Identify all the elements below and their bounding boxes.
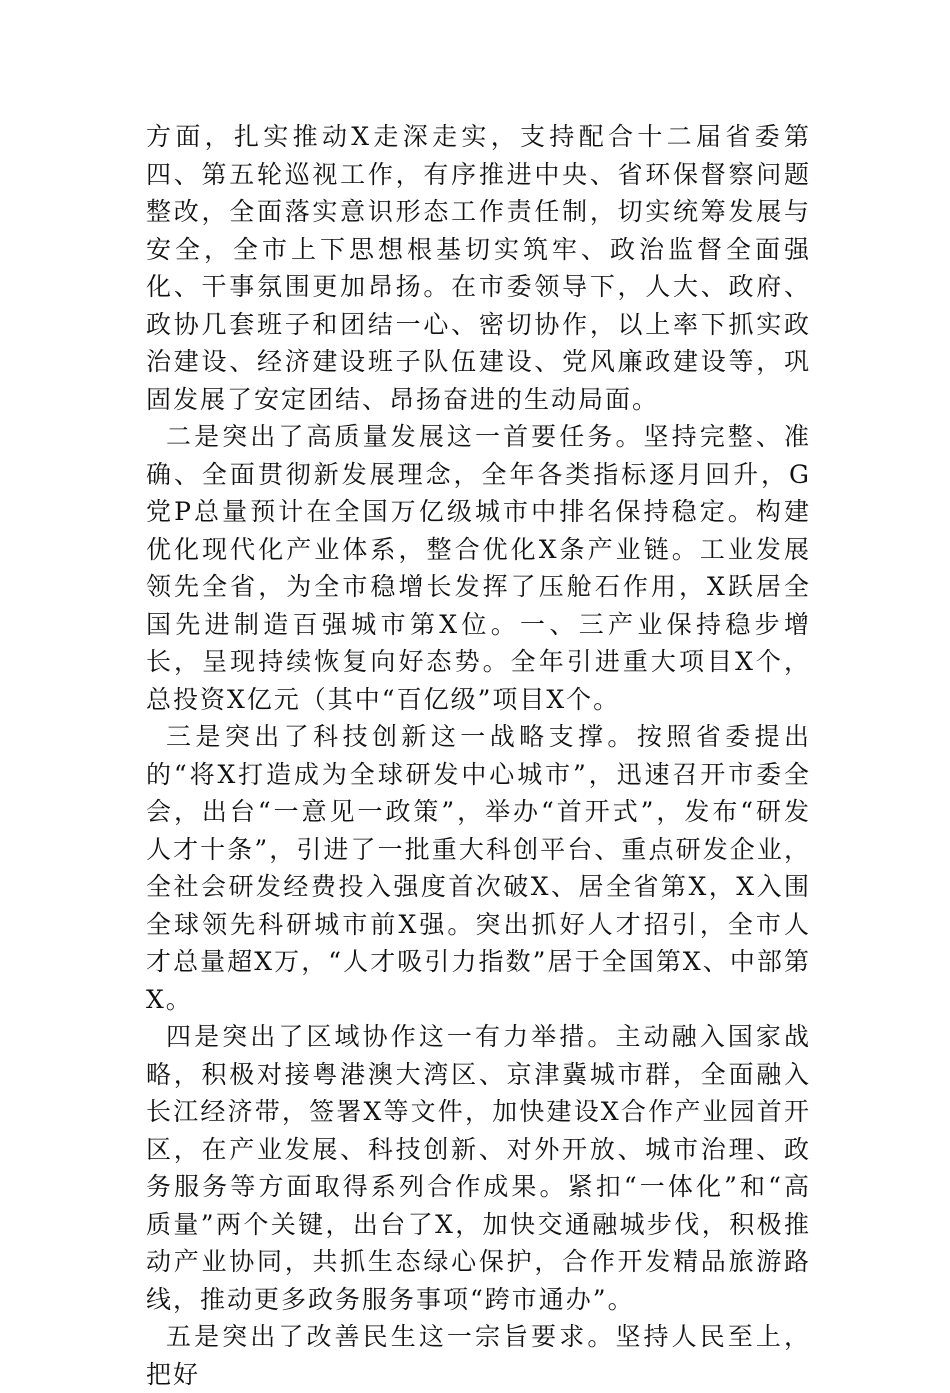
paragraph-regional-cooperation: 四是突出了区域协作这一有力举措。主动融入国家战略，积极对接粤港澳大湾区、京津冀城市群，全面融入长江经济带，签署X等文件，加快建设X合作产业园首开区，在产业发展、科技创新、对外开放、城市治理、政务服务等方面取得系列合作成果。紧扣“一体化”和“高质量”两个关键，出台了X，加快交通融城步伐，积极推动产业协同，共抓生态绿心保护，合作开发精品旅游路线，推动更多政务服务事项“跨市通办”。 <box>146 1022 811 1314</box>
paragraph-high-quality-development: 二是突出了高质量发展这一首要任务。坚持完整、准确、全面贯彻新发展理念，全年各类指标逐月回升，G党P总量预计在全国万亿级城市中排名保持稳定。构建优化现代化产业体系，整合优化X条产业链。工业发展领先全省，为全市稳增长发挥了压舱石作用，X跃居全国先进制造百强城市第X位。一、三产业保持稳步增长，呈现持续恢复向好态势。全年引进重大项目X个，总投资X亿元（其中“百亿级”项目X个。 <box>146 422 811 714</box>
paragraph-party-building: 方面，扎实推动X走深走实，支持配合十二届省委第四、第五轮巡视工作，有序推进中央、省环保督察问题整改，全面落实意识形态工作责任制，切实统筹发展与安全，全市上下思想根基切实筑牢、政治监督全面强化、干事氛围更加昂扬。在市委领导下，人大、政府、政协几套班子和团结一心、密切协作，以上率下抓实政治建设、经济建设班子队伍建设、党风廉政建设等，巩固发展了安定团结、昂扬奋进的生动局面。 <box>146 122 811 414</box>
document-body <box>146 118 811 1393</box>
paragraph-peoples-livelihood: 五是突出了改善民生这一宗旨要求。坚持人民至上，把好 <box>146 1322 811 1389</box>
paragraph-technology-innovation: 三是突出了科技创新这一战略支撑。按照省委提出的“将X打造成为全球研发中心城市”，迅速召开市委全会，出台“一意见一政策”，举办“首开式”，发布“研发人才十条”，引进了一批重大科创平台、重点研发企业，全社会研发经费投入强度首次破X、居全省第X，X入围全球领先科研城市前X强。突出抓好人才招引，全市人才总量超X万，“人才吸引力指数”居于全国第X、中部第X。 <box>146 722 811 1014</box>
